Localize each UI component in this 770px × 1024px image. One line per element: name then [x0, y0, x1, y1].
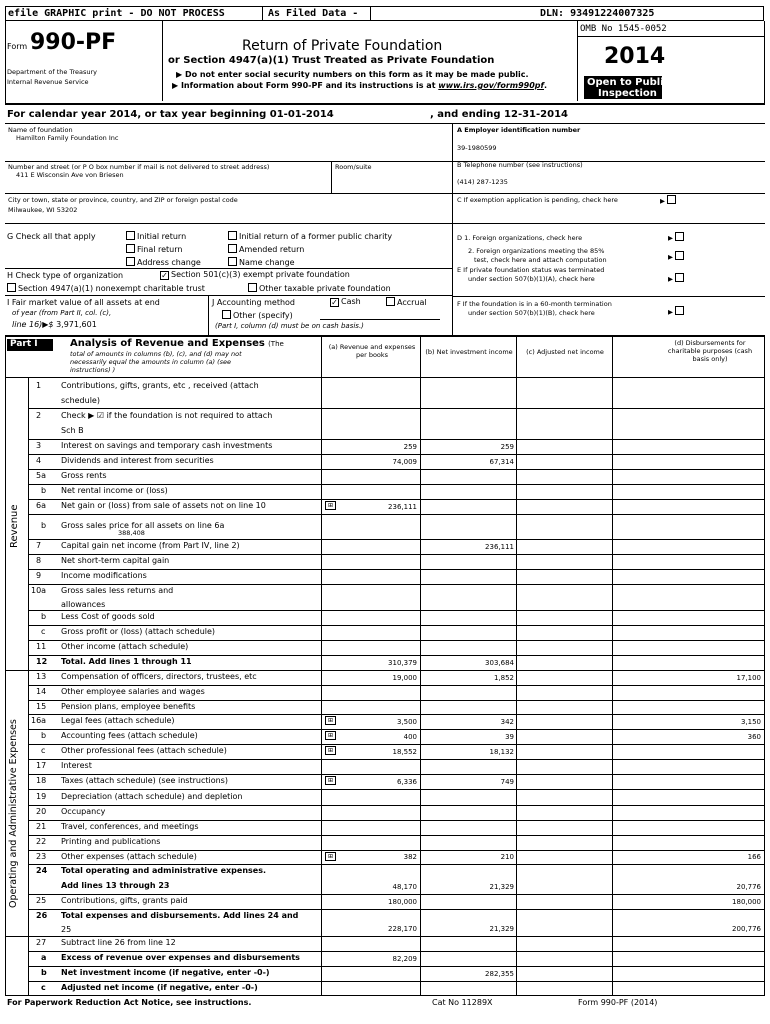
- cell-d[interactable]: 17,100: [736, 674, 761, 682]
- cell-b[interactable]: 1,852: [493, 674, 514, 682]
- form-number: 990-PF: [30, 30, 117, 55]
- cell-a[interactable]: 400: [403, 733, 417, 741]
- row-line-number: 5a: [36, 471, 46, 480]
- irs-link[interactable]: www.irs.gov/form990pf: [438, 81, 545, 90]
- h-501c3[interactable]: ✓ Section 501(c)(3) exempt private foundation: [161, 270, 350, 280]
- j-other[interactable]: Other (specify): [222, 310, 293, 320]
- c-pending-label: C If exemption application is pending, check here: [457, 196, 618, 204]
- i-label-1: I Fair market value of all assets at end: [7, 298, 160, 307]
- note-ssn: ▶ Do not enter social security numbers on this form as it may be made public.: [176, 70, 529, 79]
- col-a-header: (a) Revenue and expenses per books: [328, 343, 416, 359]
- footer-form: Form 990-PF (2014): [578, 998, 658, 1007]
- col-d-header: (d) Disbursements for charitable purposes (cash basis only): [667, 339, 753, 363]
- calendar-ending: , and ending 12-31-2014: [430, 109, 568, 120]
- row-line-number: 12: [36, 657, 48, 666]
- dept-1: Department of the Treasury: [7, 68, 98, 76]
- d2-label-b: test, check here and attach computation: [474, 256, 607, 264]
- row-description: Pension plans, employee benefits: [61, 701, 196, 711]
- row-description: Interest on savings and temporary cash investments: [61, 441, 273, 450]
- row-line-number: 24: [36, 866, 48, 875]
- cell-a[interactable]: 48,170: [392, 883, 417, 891]
- col-b-header: (b) Net investment income: [425, 348, 513, 356]
- j-cash[interactable]: ✓ Cash: [331, 297, 361, 307]
- row-description: Contributions, gifts, grants paid: [61, 896, 188, 905]
- expenses-side-label: Operating and Administrative Expenses: [8, 719, 19, 908]
- g-amended-return[interactable]: Amended return: [228, 244, 304, 254]
- row-description: Other income (attach schedule): [61, 642, 189, 651]
- cell-b[interactable]: 236,111: [485, 543, 514, 551]
- row-description: Gross rents: [61, 471, 107, 480]
- cell-d[interactable]: 166: [747, 853, 761, 861]
- cell-b[interactable]: 259: [500, 443, 514, 451]
- row-line-number: 20: [36, 807, 47, 816]
- cell-d[interactable]: 3,150: [740, 718, 761, 726]
- row-line-number: 4: [36, 456, 42, 465]
- footer-paperwork: For Paperwork Reduction Act Notice, see instructions.: [7, 998, 252, 1007]
- row-description: Legal fees (attach schedule): [61, 716, 175, 725]
- row-description: Total operating and administrative expenses.: [61, 866, 266, 875]
- checked-box-icon: ✓: [161, 271, 168, 280]
- cell-a[interactable]: 382: [403, 853, 417, 861]
- h-4947[interactable]: Section 4947(a)(1) nonexempt charitable trust: [7, 283, 205, 293]
- checkbox-icon: [228, 257, 237, 266]
- omb-number: OMB No 1545-0052: [580, 24, 667, 34]
- row-line-number: 25: [36, 896, 47, 905]
- col-c-header: (c) Adjusted net income: [526, 348, 604, 356]
- attachment-icon[interactable]: ⊞: [325, 852, 336, 861]
- cell-d[interactable]: 20,776: [736, 883, 761, 891]
- row-line-number: 23: [36, 851, 47, 861]
- cell-a[interactable]: 82,209: [392, 955, 417, 963]
- cell-a[interactable]: 74,009: [392, 458, 417, 466]
- city-value[interactable]: Milwaukee, WI 53202: [8, 206, 78, 214]
- g-name-change[interactable]: Name change: [228, 257, 295, 267]
- open-to-public: Open to Public: [587, 77, 670, 88]
- row-description: Taxes (attach schedule) (see instructions): [61, 776, 228, 785]
- cell-b[interactable]: 18,132: [489, 748, 514, 756]
- row-line-number: 18: [36, 776, 47, 785]
- cell-b[interactable]: 749: [500, 778, 514, 786]
- cell-a[interactable]: 259: [403, 443, 417, 451]
- d2-checkbox[interactable]: ▶: [668, 251, 686, 261]
- row-description: Income modifications: [61, 571, 147, 580]
- g-initial-former[interactable]: Initial return of a former public charity: [228, 231, 392, 241]
- row-line-number: 11: [36, 642, 47, 651]
- street-label: Number and street (or P O box number if mail is not delivered to street address): [8, 163, 270, 171]
- row-line-number: 10a: [31, 586, 47, 595]
- part1-badge: Part I: [7, 339, 53, 351]
- row-line-number: b: [41, 612, 47, 621]
- f-label-2: under section 507(b)(1)(B), check here: [468, 309, 595, 317]
- row-description: Other professional fees (attach schedule): [61, 746, 227, 755]
- row-line-number: 19: [36, 791, 47, 801]
- checkbox-icon: [228, 244, 237, 253]
- j-accrual[interactable]: Accrual: [386, 297, 427, 307]
- row-description: Printing and publications: [61, 837, 161, 846]
- cell-a[interactable]: 18,552: [392, 748, 417, 756]
- cell-b[interactable]: 282,355: [485, 970, 514, 978]
- note-info: ▶ Information about Form 990-PF and its instructions is at www.irs.gov/form990pf.: [172, 81, 548, 90]
- foundation-name[interactable]: Hamilton Family Foundation Inc: [16, 134, 119, 142]
- part1-desc-2: necessarily equal the amounts in column (a) (see: [70, 358, 232, 366]
- row-line-number: 6a: [36, 501, 46, 510]
- row-description: allowances: [61, 600, 106, 609]
- row-description: Gross sales price for all assets on line 6a: [61, 521, 225, 530]
- row-line-number: b: [41, 521, 47, 530]
- form-title: Return of Private Foundation: [242, 38, 443, 54]
- row-description: Other employee salaries and wages: [61, 687, 205, 696]
- part1-desc-1: total of amounts in columns (b), (c), and (d) may not: [70, 350, 242, 358]
- j-note: (Part I, column (d) must be on cash basis.): [215, 322, 364, 330]
- cell-a[interactable]: 6,336: [396, 778, 417, 786]
- part1-desc-3: instructions) ): [70, 366, 116, 374]
- d2-label-a: 2. Foreign organizations meeting the 85%: [468, 247, 605, 255]
- row-description: Occupancy: [61, 807, 106, 816]
- cell-b[interactable]: 21,329: [489, 925, 514, 933]
- row-description: Add lines 13 through 23: [61, 881, 170, 890]
- row-description: Less Cost of goods sold: [61, 612, 155, 621]
- checked-box-icon: ✓: [331, 298, 338, 307]
- row-description: Subtract line 26 from line 12: [61, 938, 176, 947]
- cell-d[interactable]: 200,776: [732, 925, 761, 933]
- row-line-number: c: [41, 982, 46, 992]
- cell-a[interactable]: 228,170: [388, 925, 417, 933]
- g-final-return[interactable]: Final return: [126, 244, 182, 254]
- c-pending-checkbox[interactable]: ▶: [660, 195, 678, 205]
- row-description: Capital gain net income (from Part IV, line 2): [61, 541, 240, 550]
- street-value[interactable]: 411 E Wisconsin Ave von Briesen: [16, 171, 124, 179]
- j-label: J Accounting method: [212, 298, 296, 307]
- cell-b[interactable]: 21,329: [489, 883, 514, 891]
- row-line-number: 22: [36, 837, 47, 846]
- row-description: 25: [61, 925, 72, 934]
- row-description: Travel, conferences, and meetings: [61, 822, 199, 831]
- row-line-number: b: [41, 731, 47, 740]
- e-label-2: under section 507(b)(1)(A), check here: [468, 275, 595, 283]
- row-description: Excess of revenue over expenses and disbursements: [61, 953, 300, 962]
- row-description: Depreciation (attach schedule) and depletion: [61, 791, 243, 801]
- filed-label: As Filed Data -: [268, 8, 359, 19]
- cell-a[interactable]: 180,000: [388, 898, 417, 906]
- checkbox-icon: [126, 257, 135, 266]
- cell-b[interactable]: 67,314: [489, 458, 514, 466]
- checkbox-icon: [7, 283, 16, 292]
- row-description: Interest: [61, 761, 92, 770]
- f-label-1: F If the foundation is in a 60-month termination: [457, 300, 612, 308]
- h-label: H Check type of organization: [7, 271, 124, 280]
- i-label-3: line 16)▶$ 3,971,601: [12, 320, 97, 329]
- row-line-number: 14: [36, 687, 47, 696]
- row-line-number: 26: [36, 911, 48, 920]
- row-description: Net short-term capital gain: [61, 556, 170, 565]
- ein-label: A Employer identification number: [457, 126, 581, 134]
- row-line-number: 17: [36, 761, 47, 770]
- cell-b[interactable]: 303,684: [485, 659, 514, 667]
- efile-label: efile GRAPHIC print - DO NOT PROCESS: [8, 8, 225, 19]
- tax-year: 2014: [604, 44, 666, 69]
- g-initial-return[interactable]: Initial return: [126, 231, 186, 241]
- row-line-number: 9: [36, 571, 42, 580]
- row-description: Contributions, gifts, grants, etc , received (attach: [61, 380, 259, 390]
- f-checkbox[interactable]: ▶: [668, 306, 686, 316]
- inspection: Inspection: [598, 88, 657, 99]
- row-line-number: b: [41, 968, 47, 977]
- row-line-number: 2: [36, 410, 42, 420]
- row-description: Other expenses (attach schedule): [61, 851, 197, 861]
- row-line-number: 21: [36, 822, 47, 831]
- row-line-number: 8: [36, 556, 42, 565]
- attachment-icon[interactable]: ⊞: [325, 501, 336, 510]
- checkbox-icon: [248, 283, 257, 292]
- e-checkbox[interactable]: ▶: [668, 273, 686, 283]
- attachment-icon[interactable]: ⊞: [325, 731, 336, 740]
- row-line-number: a: [41, 953, 47, 962]
- row-line-number: c: [41, 746, 46, 755]
- row-description: Check ▶ ☑ if the foundation is not required to attach: [61, 410, 273, 420]
- row-description: Gross sales less returns and: [61, 586, 174, 595]
- revenue-side-label: Revenue: [9, 504, 20, 548]
- row-line-number: 27: [36, 938, 47, 947]
- row-line-number: 3: [36, 441, 42, 450]
- dln: DLN: 93491224007325: [540, 8, 655, 19]
- row-description: Net rental income or (loss): [61, 486, 168, 495]
- cell-a[interactable]: 236,111: [388, 503, 417, 511]
- row-description: Sch B: [61, 426, 84, 435]
- row-description: Dividends and interest from securities: [61, 456, 214, 465]
- phone-label: B Telephone number (see instructions): [457, 161, 583, 169]
- room-label: Room/suite: [335, 163, 372, 171]
- cell-b[interactable]: 39: [505, 733, 514, 741]
- d1-checkbox[interactable]: ▶: [668, 232, 686, 242]
- row-description: Net investment income (if negative, enter -0-): [61, 968, 270, 977]
- checkbox-icon: [126, 231, 135, 240]
- row-line-number: 16a: [31, 716, 47, 725]
- attachment-icon[interactable]: ⊞: [325, 746, 336, 755]
- cell-d[interactable]: 180,000: [732, 898, 761, 906]
- checkbox-icon: [222, 310, 231, 319]
- form-subtitle: or Section 4947(a)(1) Trust Treated as Private Foundation: [168, 55, 495, 66]
- ein-value[interactable]: 39-1980599: [457, 144, 497, 152]
- h-other-taxable[interactable]: Other taxable private foundation: [248, 283, 391, 293]
- footer-cat: Cat No 11289X: [432, 998, 493, 1007]
- row-line-number: 13: [36, 672, 47, 681]
- row-line-number: 7: [36, 541, 42, 550]
- e-label-1: E If private foundation status was terminated: [457, 266, 605, 274]
- cell-d[interactable]: 360: [747, 733, 761, 741]
- calendar-year: For calendar year 2014, or tax year beginning 01-01-2014: [7, 109, 334, 120]
- row-description: Adjusted net income (if negative, enter -0-): [61, 982, 258, 992]
- row-description: Total expenses and disbursements. Add lines 24 and: [61, 911, 299, 920]
- g-label: G Check all that apply: [7, 232, 96, 241]
- checkbox-icon: [228, 231, 237, 240]
- i-label-2: of year (from Part II, col. (c),: [12, 309, 112, 317]
- attachment-icon[interactable]: ⊞: [325, 776, 336, 785]
- cell-a[interactable]: 310,379: [388, 659, 417, 667]
- row-description: schedule): [61, 395, 100, 405]
- part1-title: Analysis of Revenue and Expenses (The: [70, 338, 284, 349]
- cell-b[interactable]: 342: [500, 718, 514, 726]
- row-line-number: b: [41, 486, 47, 495]
- form-prefix: Form: [7, 42, 28, 51]
- cell-a[interactable]: 3,500: [396, 718, 417, 726]
- row-description: Total. Add lines 1 through 11: [61, 657, 192, 666]
- d1-label: D 1. Foreign organizations, check here: [457, 234, 583, 242]
- dept-2: Internal Revenue Service: [7, 78, 89, 86]
- row-line-number: 15: [36, 701, 47, 711]
- row-description: Net gain or (loss) from sale of assets not on line 10: [61, 501, 266, 510]
- i-fmv-value[interactable]: 3,971,601: [56, 320, 97, 329]
- name-label: Name of foundation: [8, 126, 73, 134]
- city-label: City or town, state or province, country, and ZIP or foreign postal code: [8, 196, 238, 204]
- checkbox-icon: [126, 244, 135, 253]
- attachment-icon[interactable]: ⊞: [325, 716, 336, 725]
- row-line-number: 1: [36, 380, 42, 390]
- g-address-change[interactable]: Address change: [126, 257, 201, 267]
- line6b-value: 388,408: [118, 529, 145, 537]
- cell-a[interactable]: 19,000: [392, 674, 417, 682]
- row-line-number: c: [41, 627, 46, 636]
- phone-value[interactable]: (414) 287-1235: [457, 178, 508, 186]
- checkbox-icon: [386, 297, 395, 306]
- row-description: Accounting fees (attach schedule): [61, 731, 198, 740]
- row-description: Gross profit or (loss) (attach schedule): [61, 627, 216, 636]
- cell-b[interactable]: 210: [500, 853, 514, 861]
- row-description: Compensation of officers, directors, trustees, etc: [61, 672, 257, 681]
